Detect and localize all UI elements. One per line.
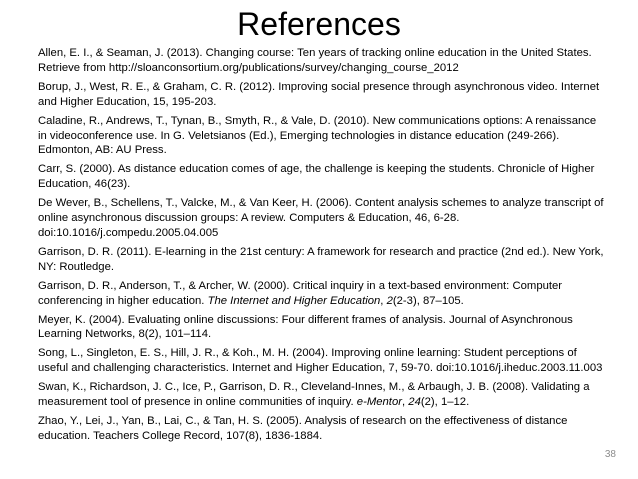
reference-entry bbox=[38, 313, 608, 343]
reference-text-segment: Borup, J., West, R. E., & Graham, C. R. (2012). Improving social presence through asynchronous video. Internet and Higher Education, 15, 195-203. bbox=[38, 80, 600, 108]
reference-text-segment: Meyer, K. (2004). Evaluating online discussions: Four different frames of analysis. Journal of Asynchronous Learning Networks, 8(2), 101–114. bbox=[38, 313, 573, 341]
reference-entry bbox=[38, 196, 608, 241]
reference-text-segment: (2-3), 87–105. bbox=[392, 294, 464, 307]
reference-text-segment: Song, L., Singleton, E. S., Hill, J. R., & Koh., M. H. (2004). Improving online learning: Student perceptions of useful and challenging characteristics. Internet and Higher Education, 7, 59-70. doi:10.1016/j.iheduc.2003.11.003 bbox=[38, 347, 603, 375]
reference-text-segment: Caladine, R., Andrews, T., Tynan, B., Smyth, R., & Vale, D. (2010). New communications options: A renaissance in videoconference use. In G. Veletsianos (Ed.), Emerging technologies in distance education (249-266). Edmonton, AB: AU Press. bbox=[38, 114, 597, 157]
reference-italic-segment: The Internet and Higher Education bbox=[207, 294, 381, 307]
reference-entry bbox=[38, 414, 608, 444]
reference-list bbox=[38, 46, 608, 448]
reference-entry bbox=[38, 346, 608, 376]
reference-text-segment: Garrison, D. R., Anderson, T., & Archer, W. (2000). Critical inquiry in a text-based environment: Computer conferencing in higher education. bbox=[38, 279, 563, 307]
reference-entry bbox=[38, 245, 608, 275]
reference-text-segment: Allen, E. I., & Seaman, J. (2013). Changing course: Ten years of tracking online education in the United States. Retrieve from http://sloanconsortium.org/publications/survey/changing_course_2012 bbox=[38, 47, 592, 74]
reference-italic-segment: 24 bbox=[408, 396, 421, 409]
reference-text-segment: Carr, S. (2000). As distance education comes of age, the challenge is keeping the students. Chronicle of Higher Education, 46(23). bbox=[38, 163, 595, 191]
reference-text-segment: De Wever, B., Schellens, T., Valcke, M., & Van Keer, H. (2006). Content analysis schemes to analyze transcript of online asynchronous discussion groups: A review. Computers & Education, 46, 6-28. doi:10.1016/j.compedu.2005.04.005 bbox=[38, 197, 604, 239]
reference-entry bbox=[38, 380, 608, 410]
reference-italic-segment: e-Mentor bbox=[356, 396, 402, 409]
reference-text-segment: Garrison, D. R. (2011). E-learning in the 21st century: A framework for research and practice (2nd ed.). New York, NY: Routledge. bbox=[38, 245, 604, 273]
reference-entry bbox=[38, 114, 608, 159]
reference-text-segment: , bbox=[380, 294, 387, 307]
reference-text-segment: (2), 1–12. bbox=[420, 396, 470, 409]
reference-text-segment: Swan, K., Richardson, J. C., Ice, P., Garrison, D. R., Cleveland-Innes, M., & Arbaugh, J. B. (2008). Validating a measurement tool of presence in online communities of inquiry. bbox=[38, 381, 590, 409]
reference-entry bbox=[38, 46, 608, 76]
reference-entry bbox=[38, 80, 608, 110]
reference-entry bbox=[38, 162, 608, 192]
slide-title: References bbox=[237, 6, 401, 42]
reference-text-segment: , bbox=[402, 396, 409, 409]
slide-number: 38 bbox=[604, 449, 616, 460]
reference-entry bbox=[38, 279, 608, 309]
reference-text-segment: Zhao, Y., Lei, J., Yan, B., Lai, C., & Tan, H. S. (2005). Analysis of research on the effectiveness of distance education. Teachers College Record, 107(8), 1836-1884. bbox=[38, 414, 568, 442]
reference-italic-segment: 2 bbox=[386, 294, 393, 307]
